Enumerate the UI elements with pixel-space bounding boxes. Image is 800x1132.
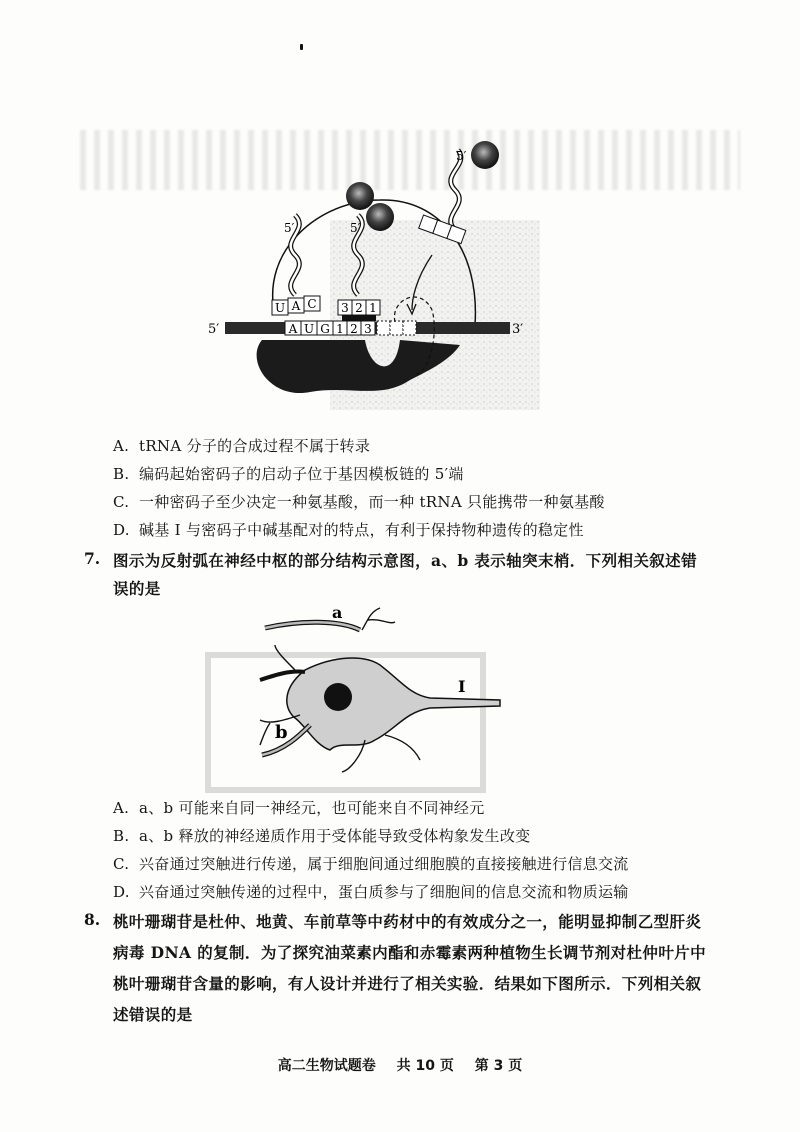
svg-text:C: C <box>307 297 317 311</box>
svg-text:G: G <box>320 322 330 336</box>
neuron-figure <box>190 600 570 800</box>
option-text: 碱基 I 与密码子中碱基配对的特点，有利于保持物种遗传的稳定性 <box>139 521 584 539</box>
option-text: 编码起始密码子的启动子位于基因模板链的 5′端 <box>139 465 464 483</box>
q6-option-b <box>113 463 464 484</box>
footer-total-pages: 共 10 页 <box>396 1058 454 1074</box>
option-label: A. <box>113 437 130 455</box>
q7-option-d <box>113 881 629 902</box>
q7-option-c <box>113 853 629 874</box>
svg-text:b: b <box>275 722 288 743</box>
svg-text:5′: 5′ <box>350 221 361 235</box>
svg-text:1: 1 <box>369 301 377 315</box>
option-label: D. <box>113 521 130 539</box>
option-label: C. <box>113 855 130 873</box>
q6-option-c <box>113 491 605 512</box>
q7-option-b <box>113 825 530 846</box>
q8-number: 8. <box>84 910 101 929</box>
scan-speck <box>300 44 303 50</box>
option-label: B. <box>113 465 130 483</box>
svg-text:I: I <box>458 677 466 696</box>
svg-text:A: A <box>291 299 301 313</box>
q8-stem-line-4: 述错误的是 <box>113 1005 193 1024</box>
svg-text:5′: 5′ <box>284 221 295 235</box>
svg-text:A: A <box>288 322 298 336</box>
svg-text:5′: 5′ <box>208 322 220 337</box>
footer-page-number: 第 3 页 <box>474 1058 523 1074</box>
svg-text:3: 3 <box>364 322 372 336</box>
option-text: a、b 释放的神经递质作用于受体能导致受体构象发生改变 <box>139 827 531 845</box>
svg-text:1: 1 <box>336 322 344 336</box>
option-text: 兴奋通过突触进行传递，属于细胞间通过细胞膜的直接接触进行信息交流 <box>139 855 629 873</box>
svg-text:2: 2 <box>350 322 358 336</box>
q8-stem-line-1: 桃叶珊瑚苷是杜仲、地黄、车前草等中药材中的有效成分之一，能明显抑制乙型肝炎 <box>113 912 702 931</box>
q7-stem-line-2: 误的是 <box>113 579 161 598</box>
option-label: A. <box>113 799 130 817</box>
option-label: C. <box>113 493 130 511</box>
q8-stem-line-3: 桃叶珊瑚苷含量的影响，有人设计并进行了相关实验．结果如下图所示．下列相关叙 <box>113 974 702 993</box>
q7-stem-line-1: 图示为反射弧在神经中枢的部分结构示意图，a、b 表示轴突末梢．下列相关叙述错 <box>113 551 697 570</box>
option-text: a、b 可能来自同一神经元，也可能来自不同神经元 <box>139 799 485 817</box>
svg-text:U: U <box>274 301 286 315</box>
footer-title: 高二生物试题卷 <box>277 1058 376 1074</box>
svg-text:U: U <box>303 322 315 336</box>
q6-option-a <box>113 435 370 456</box>
option-text: 兴奋通过突触传递的过程中，蛋白质参与了细胞间的信息交流和物质运输 <box>139 883 629 901</box>
q6-option-d <box>113 519 584 540</box>
svg-text:a: a <box>332 603 343 622</box>
ribosome-translation-figure <box>200 130 540 430</box>
svg-text:5′: 5′ <box>456 149 467 163</box>
option-text: tRNA 分子的合成过程不属于转录 <box>139 437 371 455</box>
q7-number: 7. <box>84 549 101 568</box>
q8-stem-line-2: 病毒 DNA 的复制．为了探究油菜素内酯和赤霉素两种植物生长调节剂对杜仲叶片中 <box>113 943 707 962</box>
option-text: 一种密码子至少决定一种氨基酸，而一种 tRNA 只能携带一种氨基酸 <box>139 493 605 511</box>
option-label: B. <box>113 827 130 845</box>
svg-text:2: 2 <box>355 301 363 315</box>
option-label: D. <box>113 883 130 901</box>
svg-text:3′: 3′ <box>512 322 524 337</box>
q7-option-a <box>113 797 485 818</box>
page-footer <box>0 1055 800 1075</box>
svg-text:3: 3 <box>341 301 349 315</box>
